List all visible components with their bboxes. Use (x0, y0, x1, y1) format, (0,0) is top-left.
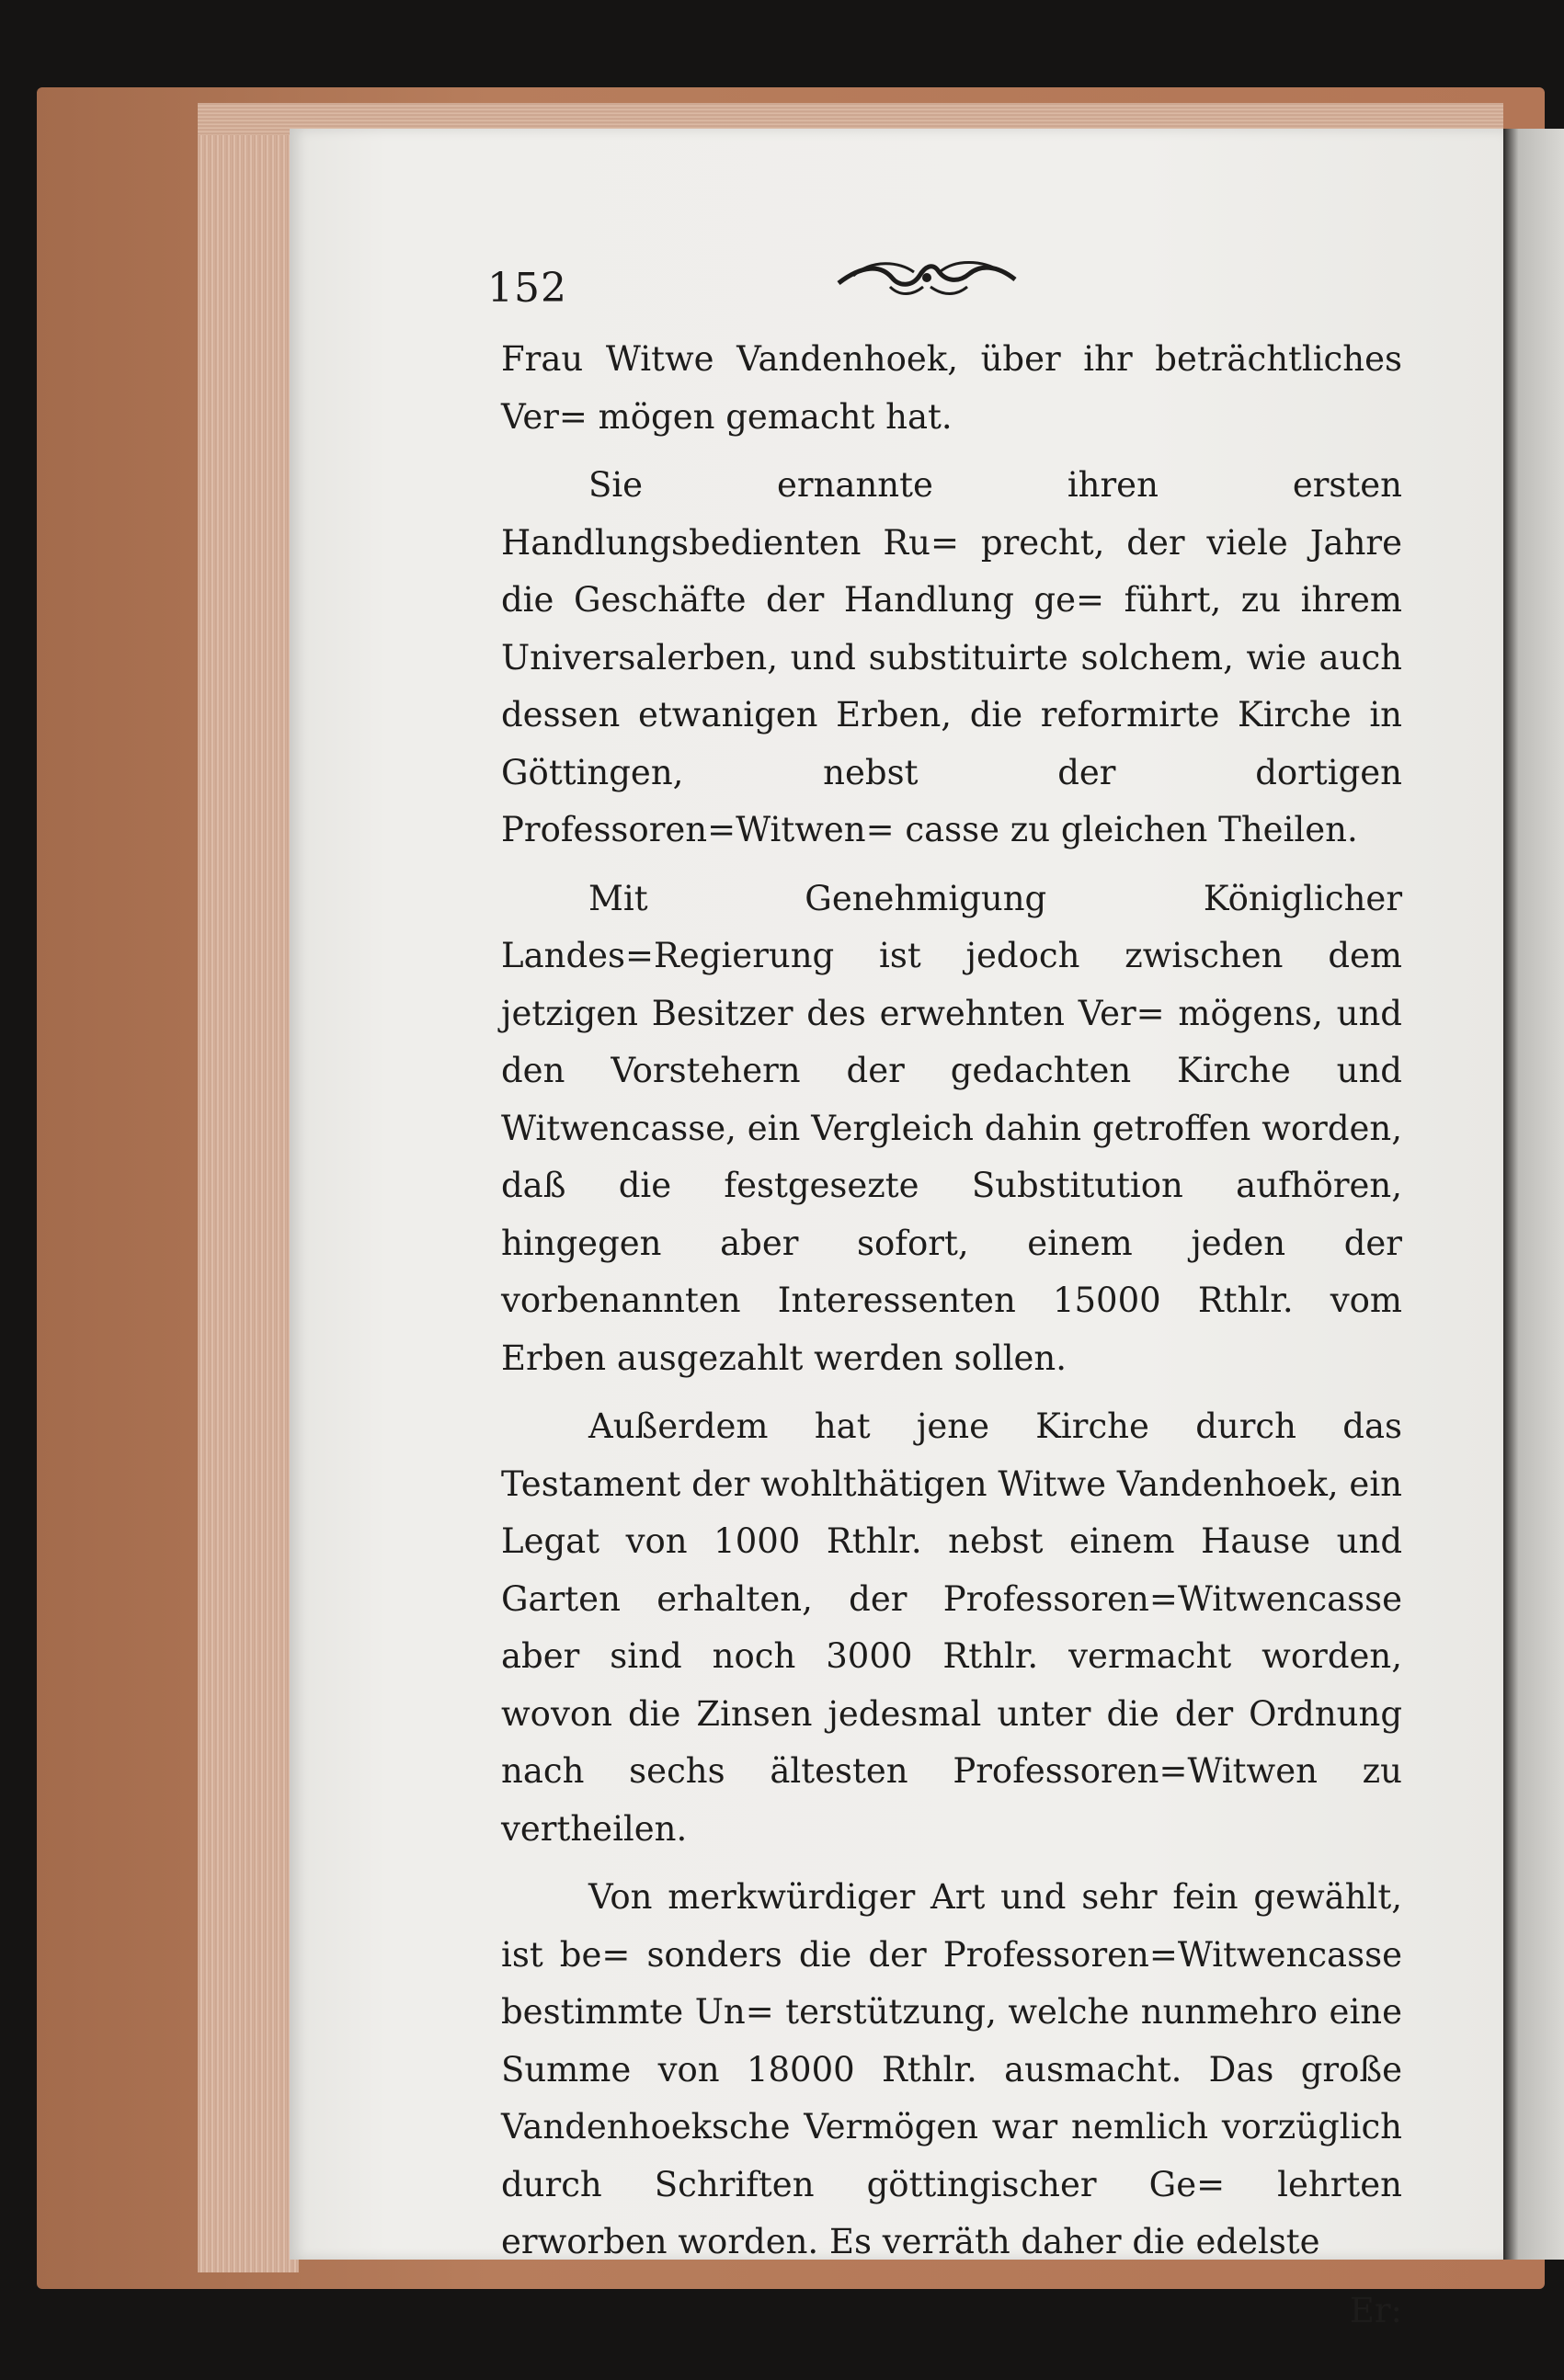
page-text (501, 331, 1402, 2340)
page-header (487, 248, 1425, 313)
page-number: 152 (487, 265, 567, 312)
paragraph-4: Außerdem hat jene Kirche durch das Testament der wohlthätigen Witwe Vandenhoek, ein Legat von 1000 Rthlr. nebst einem Hause und Garten erhalten, der Professoren=Witwencasse aber sind noch 3000 Rthlr. vermacht worden, wovon die Zinsen jedesmal unter die der Ordnung nach sechs ältesten Professoren=Witwen zu vertheilen. (501, 1406, 1402, 1849)
paragraph-2: Sie ernannte ihren ersten Handlungsbedienten Ru= precht, der viele Jahre die Geschäfte der Handlung ge= führt, zu ihrem Universalerben, und substituirte solchem, wie auch dessen etwanigen Erben, die reformirte Kirche in Göttingen, nebst der dortigen Professoren=Witwen= casse zu gleichen Theilen. (501, 465, 1402, 849)
facing-page-edge (1503, 129, 1564, 2260)
paragraph-3: Mit Genehmigung Königlicher Landes=Regierung ist jedoch zwischen dem jetzigen Besitzer des erwehnten Ver= mögens, und den Vorstehern der gedachten Kirche und Witwencasse, ein Vergleich dahin getroffen worden, daß die festgesezte Substitution aufhören, hingegen aber sofort, einem jeden der vorbenannten Interessenten 15000 Rthlr. vom Erben ausgezahlt werden sollen. (501, 878, 1402, 1378)
page-edges (198, 103, 299, 2272)
ornament-icon (835, 256, 1019, 300)
paragraph-1: Frau Witwe Vandenhoek, über ihr beträchtliches Ver= mögen gemacht hat. (501, 339, 1402, 437)
catchword: Er: (1349, 2290, 1402, 2330)
paragraph-5: Von merkwürdiger Art und sehr fein gewählt, ist be= sonders die der Professoren=Witwencasse bestimmte Un= terstützung, welche nunmehro eine Summe von 18000 Rthlr. ausmacht. Das große Vandenhoeksche Vermögen war nemlich vorzüglich durch Schriften göttingischer Ge= lehrten erworben worden. Es verräth daher die edelste (501, 1877, 1402, 2261)
